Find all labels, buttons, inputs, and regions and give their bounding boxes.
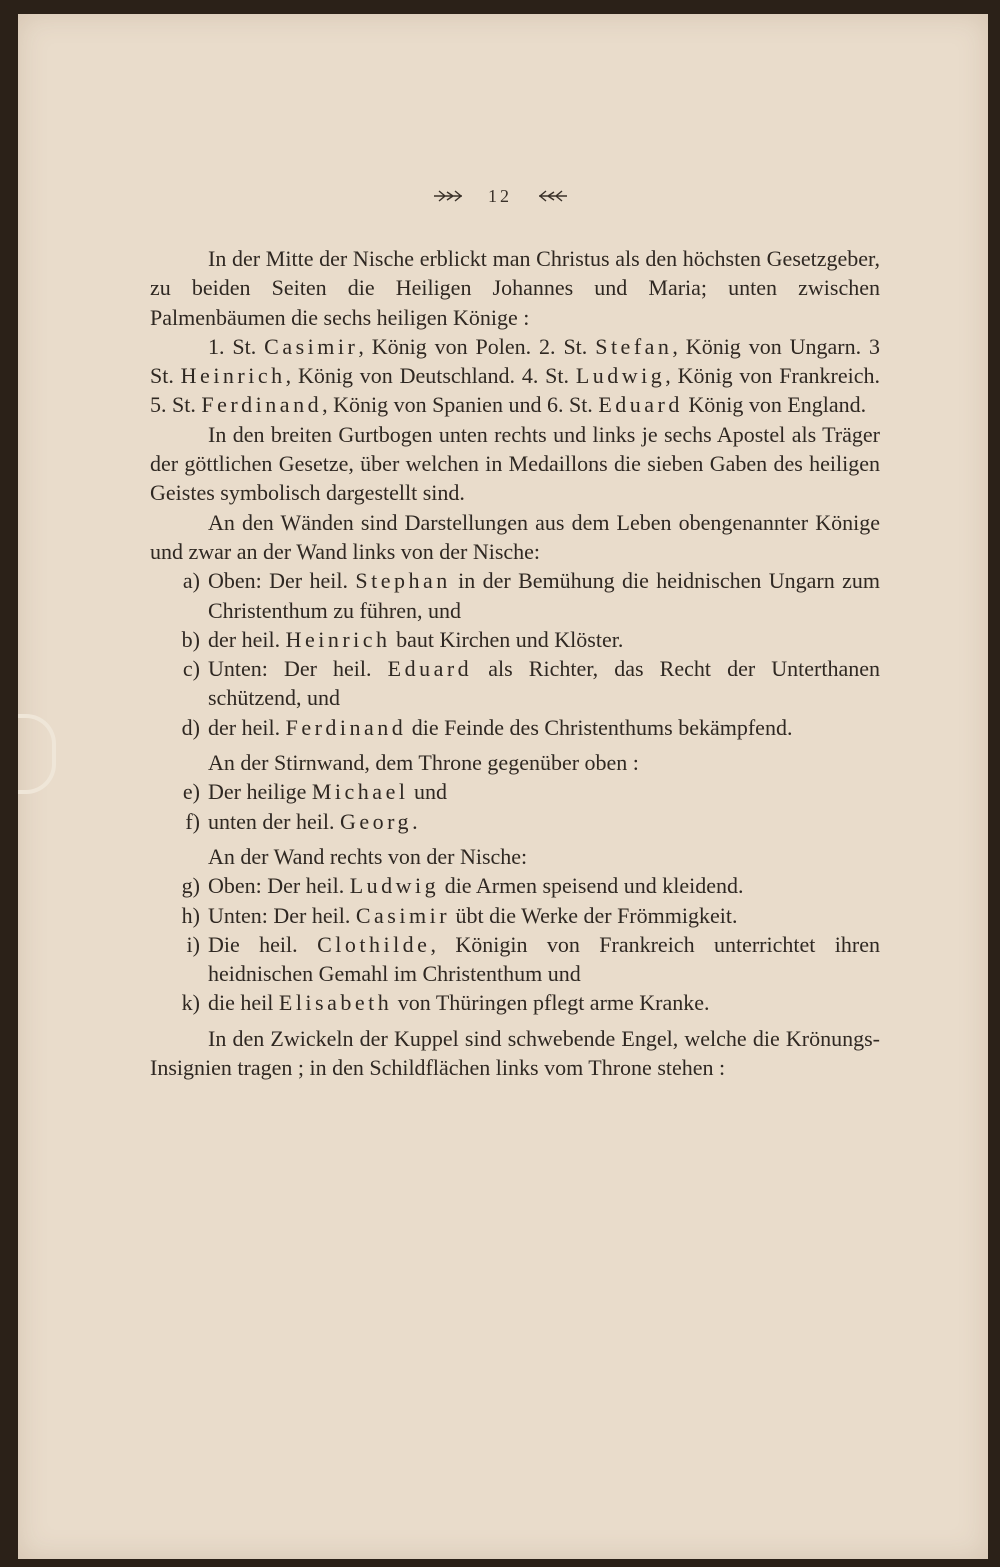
saint-prefix: St.	[563, 392, 599, 418]
number-4: 4.	[521, 363, 539, 389]
list-text	[208, 988, 880, 1017]
list-item-f	[150, 807, 880, 836]
saint-name: Casimir	[355, 902, 451, 928]
saint-prefix: St.	[555, 333, 596, 359]
number-3: 3	[868, 333, 880, 359]
list-label: d)	[181, 714, 200, 740]
king-heinrich: Heinrich	[180, 363, 286, 389]
paragraph-zwickeln: In den Zwickeln der Kuppel sind schwebende Engel, welche die Krönungs-Insignien tragen ; in den Schildflächen links vom Throne stehen :	[150, 1025, 880, 1081]
list-text	[208, 566, 880, 625]
page-clip	[18, 714, 56, 794]
list-item-c	[150, 654, 880, 713]
king-casimir: Casimir	[264, 333, 359, 359]
list-label: f)	[185, 808, 200, 834]
page-number: 12	[488, 186, 512, 206]
list-text-pre: Oben: Der heil.	[208, 873, 350, 899]
saint-name: Clothilde	[317, 931, 431, 957]
list-text-pre: Unten: Der heil.	[208, 902, 356, 928]
page-header	[0, 186, 1000, 208]
paragraph-gurtbogen: In den breiten Gurtbogen unten rechts und links je sechs Apostel als Träger der göttlichen Gesetze, über welchen in Medaillons die sieben Gaben des heiligen Geistes symbolisch dargestellt sind.	[150, 421, 880, 506]
list-text-pre: die heil	[208, 990, 279, 1016]
list-label: h)	[181, 902, 200, 928]
king-ferdinand: Ferdinand	[201, 392, 323, 418]
list-text	[208, 901, 880, 930]
list-text-post: die Armen speisend und kleidend.	[439, 873, 744, 899]
king-title: , König von Deutschland.	[285, 363, 522, 389]
right-ornament-icon	[538, 187, 568, 208]
list-label: i)	[186, 931, 200, 957]
paragraph-koenige	[150, 332, 880, 420]
list-item-a	[150, 566, 880, 625]
list-label: g)	[181, 873, 200, 899]
list-item-k	[150, 988, 880, 1017]
list-text-post: übt die Werke der Frömmigkeit.	[450, 902, 738, 928]
king-ludwig: Ludwig	[575, 363, 666, 389]
body-text	[150, 244, 880, 1082]
list-text	[208, 654, 880, 713]
list-text-post: von Thüringen pflegt arme Kranke.	[392, 990, 710, 1016]
list-text	[208, 777, 880, 806]
list-text-post: baut Kirchen und Klöster.	[390, 626, 624, 652]
list-text-post: als Richter, das Recht der Unterthanen schützend, und	[208, 656, 880, 711]
paragraph-wand-rechts: An der Wand rechts von der Nische:	[208, 843, 528, 869]
saint-name: Stephan	[355, 568, 451, 594]
number-5: 5.	[150, 392, 167, 418]
paragraph-waende: An den Wänden sind Darstellungen aus dem Leben obengenannter Könige und zwar an der Wand links von der Nische:	[150, 509, 880, 564]
number-2: 2.	[539, 333, 556, 359]
saint-name: Ludwig	[349, 873, 440, 899]
king-title: , König von Spanien und	[322, 392, 547, 418]
list-text-pre: unten der heil.	[208, 808, 340, 834]
paragraph-christus: In der Mitte der Nische erblickt man Christus als den höchsten Gesetzgeber, zu beiden Seiten die Heiligen Johannes und Maria; unten zwischen Palmenbäumen die sechs heiligen Könige :	[150, 246, 880, 330]
saint-prefix: St.	[150, 363, 181, 389]
paragraph-stirnwand: An der Stirnwand, dem Throne gegenüber oben :	[208, 750, 639, 776]
list-text-post: die Feinde des Christenthums bekämpfend.	[406, 714, 793, 740]
list-text-post: , Königin von Frankreich unterrichtet ihren heidnischen Gemahl im Christenthum und	[208, 931, 880, 987]
saint-prefix: St.	[166, 392, 202, 418]
list-label: e)	[182, 779, 200, 805]
list-text-pre: der heil.	[208, 714, 286, 740]
saint-name: Ferdinand	[285, 714, 407, 740]
list-text	[208, 871, 880, 900]
king-title: , König von Frankreich.	[665, 363, 881, 389]
king-title: König von England.	[682, 392, 867, 418]
number-1: 1.	[208, 333, 225, 359]
saint-name: Elisabeth	[278, 990, 393, 1016]
list-text	[208, 807, 880, 836]
list-item-b	[150, 625, 880, 654]
list-item-e	[150, 777, 880, 806]
saint-name: Georg	[339, 808, 413, 834]
list-text-pre: Oben: Der heil.	[208, 568, 356, 594]
saint-prefix: St.	[538, 363, 576, 389]
saint-name: Michael	[311, 779, 409, 805]
list-text	[208, 625, 880, 654]
saint-prefix: St.	[232, 333, 265, 359]
list-label: a)	[182, 568, 200, 594]
list-text-post: in der Bemühung die heidnischen Ungarn zum Christenthum zu führen, und	[208, 568, 880, 623]
king-title: , König von Polen.	[358, 333, 540, 359]
list-item-i	[150, 930, 880, 989]
list-text-pre: Die heil.	[208, 931, 318, 957]
number-6: 6.	[546, 392, 564, 418]
king-stefan: Stefan	[595, 333, 673, 359]
list-item-d	[150, 713, 880, 742]
list-label: b)	[181, 626, 200, 652]
saint-name: Heinrich	[285, 626, 391, 652]
list-label: k)	[181, 990, 200, 1016]
list-text	[208, 930, 880, 989]
list-text-post: .	[412, 808, 418, 834]
king-title: , König von Ungarn.	[672, 333, 869, 359]
list-text-pre: Unten: Der heil.	[208, 656, 388, 682]
list-item-g	[150, 871, 880, 900]
saint-name: Eduard	[387, 656, 473, 682]
list-text-pre: Der heilige	[208, 779, 312, 805]
list-text-pre: der heil.	[208, 626, 286, 652]
list-text	[208, 713, 880, 742]
list-item-h	[150, 901, 880, 930]
left-ornament-icon	[433, 187, 463, 208]
list-text-post: und	[408, 779, 447, 805]
king-eduard: Eduard	[598, 392, 683, 418]
list-label: c)	[182, 656, 200, 682]
